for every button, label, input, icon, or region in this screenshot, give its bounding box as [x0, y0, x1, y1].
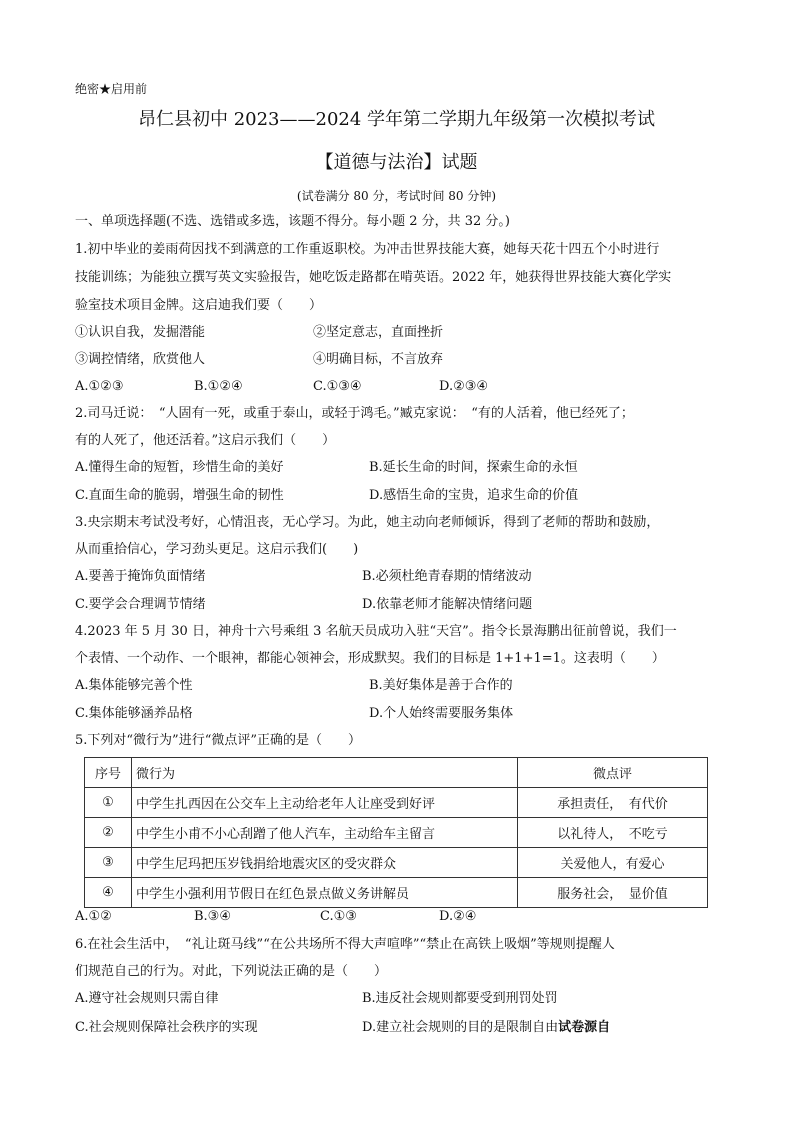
q1-line2: 技能训练；为能独立撰写英文实验报告，她吃饭走路都在啃英语。2022 年，她获得世界技能大赛化学实: [75, 270, 672, 285]
table-cell: 中学生尼玛把压岁钱捐给地震灾区的受灾群众: [132, 848, 518, 878]
q6-option-d: D.建立社会规则的目的是限制自由: [362, 1020, 559, 1035]
q3-option-d: D.依靠老师才能解决情绪问题: [362, 597, 533, 612]
table-cell: 承担责任， 有代价: [518, 788, 708, 818]
exam-note: (试卷满分 80 分，考试时间 80 分钟): [296, 189, 497, 203]
q1-option-d: D.②③④: [439, 379, 489, 394]
q5-option-d: D.②④: [439, 909, 477, 924]
micro-behavior-table: [84, 757, 708, 908]
q4-option-c: C.集体能够涵养品格: [75, 706, 193, 721]
q4-option-a: A.集体能够完善个性: [75, 678, 193, 693]
q2-option-a: A.懂得生命的短暂，珍惜生命的美好: [75, 460, 284, 475]
table-cell: 中学生小甫不小心刮蹭了他人汽车，主动给车主留言: [132, 818, 518, 848]
q1-item2: ②坚定意志，直面挫折: [313, 325, 444, 340]
q6-option-d-row: [362, 1020, 610, 1036]
table-row: [85, 818, 708, 848]
watermark-text: 试卷源自: [558, 1020, 611, 1035]
exam-subtitle: 【道德与法治】试题: [315, 152, 478, 173]
q5-option-b: B.③④: [194, 909, 231, 924]
table-header-cell: 序号: [85, 758, 132, 788]
table-cell: 以礼待人， 不吃亏: [518, 818, 708, 848]
table-cell: ②: [85, 818, 132, 848]
q3-option-c: C.要学会合理调节情绪: [75, 597, 206, 612]
q4-option-d: D.个人始终需要服务集体: [369, 706, 514, 721]
q1-option-a: A.①②③: [75, 379, 124, 394]
q2-line1: 2.司马迁说： “人固有一死，或重于泰山，或轻于鸿毛。”臧克家说： “有的人活着，他已经死了；: [75, 406, 634, 421]
exam-title: 昂仁县初中 2023——2024 学年第二学期九年级第一次模拟考试: [137, 109, 656, 130]
q6-option-c: C.社会规则保障社会秩序的实现: [75, 1020, 258, 1035]
q2-line2: 有的人死了，他还活着。”这启示我们（ ）: [75, 433, 336, 448]
section-heading: 一、单项选择题(不选、选错或多选，该题不得分。每小题 2 分，共 32 分。): [75, 214, 510, 229]
q6-line2: 们规范自己的行为。对此，下列说法正确的是（ ）: [75, 964, 388, 979]
table-cell: 关爱他人，有爱心: [518, 848, 708, 878]
q6-option-a: A.遵守社会规则只需自律: [75, 991, 219, 1006]
q5-option-c: C.①③: [320, 909, 357, 924]
q1-item3: ③调控情绪，欣赏他人: [75, 352, 206, 367]
q4-line2: 个表情、一个动作、一个眼神，都能心领神会，形成默契。我们的目标是 1+1+1=1。这表明（ ）: [75, 651, 665, 666]
q1-option-b: B.①②④: [194, 379, 243, 394]
q3-option-a: A.要善于掩饰负面情绪: [75, 569, 206, 584]
q4-line1: 4.2023 年 5 月 30 日，神舟十六号乘组 3 名航天员成功入驻“天宫”。指令长景海鹏出征前曾说，我们一: [75, 624, 677, 639]
secret-label: 绝密★启用前: [75, 82, 148, 96]
table-cell: 服务社会， 显价值: [518, 878, 708, 908]
q2-option-c: C.直面生命的脆弱，增强生命的韧性: [75, 488, 284, 503]
q1-item1: ①认识自我，发掘潜能: [75, 325, 206, 340]
table-cell: 中学生小强利用节假日在红色景点做义务讲解员: [132, 878, 518, 908]
table-cell: 中学生扎西因在公交车上主动给老年人让座受到好评: [132, 788, 518, 818]
q1-line1: 1.初中毕业的姜雨荷因找不到满意的工作重返职校。为冲击世界技能大赛，她每天花十四五个小时进行: [75, 242, 660, 257]
table-row: [85, 848, 708, 878]
q6-line1: 6.在社会生活中， “礼让斑马线”“在公共场所不得大声喧哗”“禁止在高铁上吸烟”等规则提醒人: [75, 937, 615, 952]
q5-option-a: A.①②: [75, 909, 112, 924]
q2-option-b: B.延长生命的时间，探索生命的永恒: [369, 460, 578, 475]
table-cell: ④: [85, 878, 132, 908]
q1-option-c: C.①③④: [313, 379, 362, 394]
q1-item4: ④明确目标，不言放弃: [313, 352, 444, 367]
q3-option-b: B.必须杜绝青春期的情绪波动: [362, 569, 532, 584]
table-cell: ③: [85, 848, 132, 878]
q3-line2: 从而重拾信心，学习劲头更足。这启示我们( ): [75, 542, 359, 557]
q3-line1: 3.央宗期末考试没考好，心情沮丧，无心学习。为此，她主动向老师倾诉，得到了老师的帮助和鼓励，: [75, 515, 660, 530]
q1-line3: 验室技术项目金牌。这启迪我们要（ ）: [75, 298, 323, 313]
table-row: [85, 878, 708, 908]
q2-option-d: D.感悟生命的宝贵，追求生命的价值: [369, 488, 579, 503]
table-cell: ①: [85, 788, 132, 818]
table-header-cell: 微行为: [132, 758, 518, 788]
table-header-cell: 微点评: [518, 758, 708, 788]
q5-line1: 5.下列对“微行为”进行“微点评”正确的是（ ）: [75, 733, 361, 748]
q6-option-b: B.违反社会规则都要受到刑罚处罚: [362, 991, 558, 1006]
table-row: [85, 788, 708, 818]
table-header-row: [85, 758, 708, 788]
q4-option-b: B.美好集体是善于合作的: [369, 678, 513, 693]
